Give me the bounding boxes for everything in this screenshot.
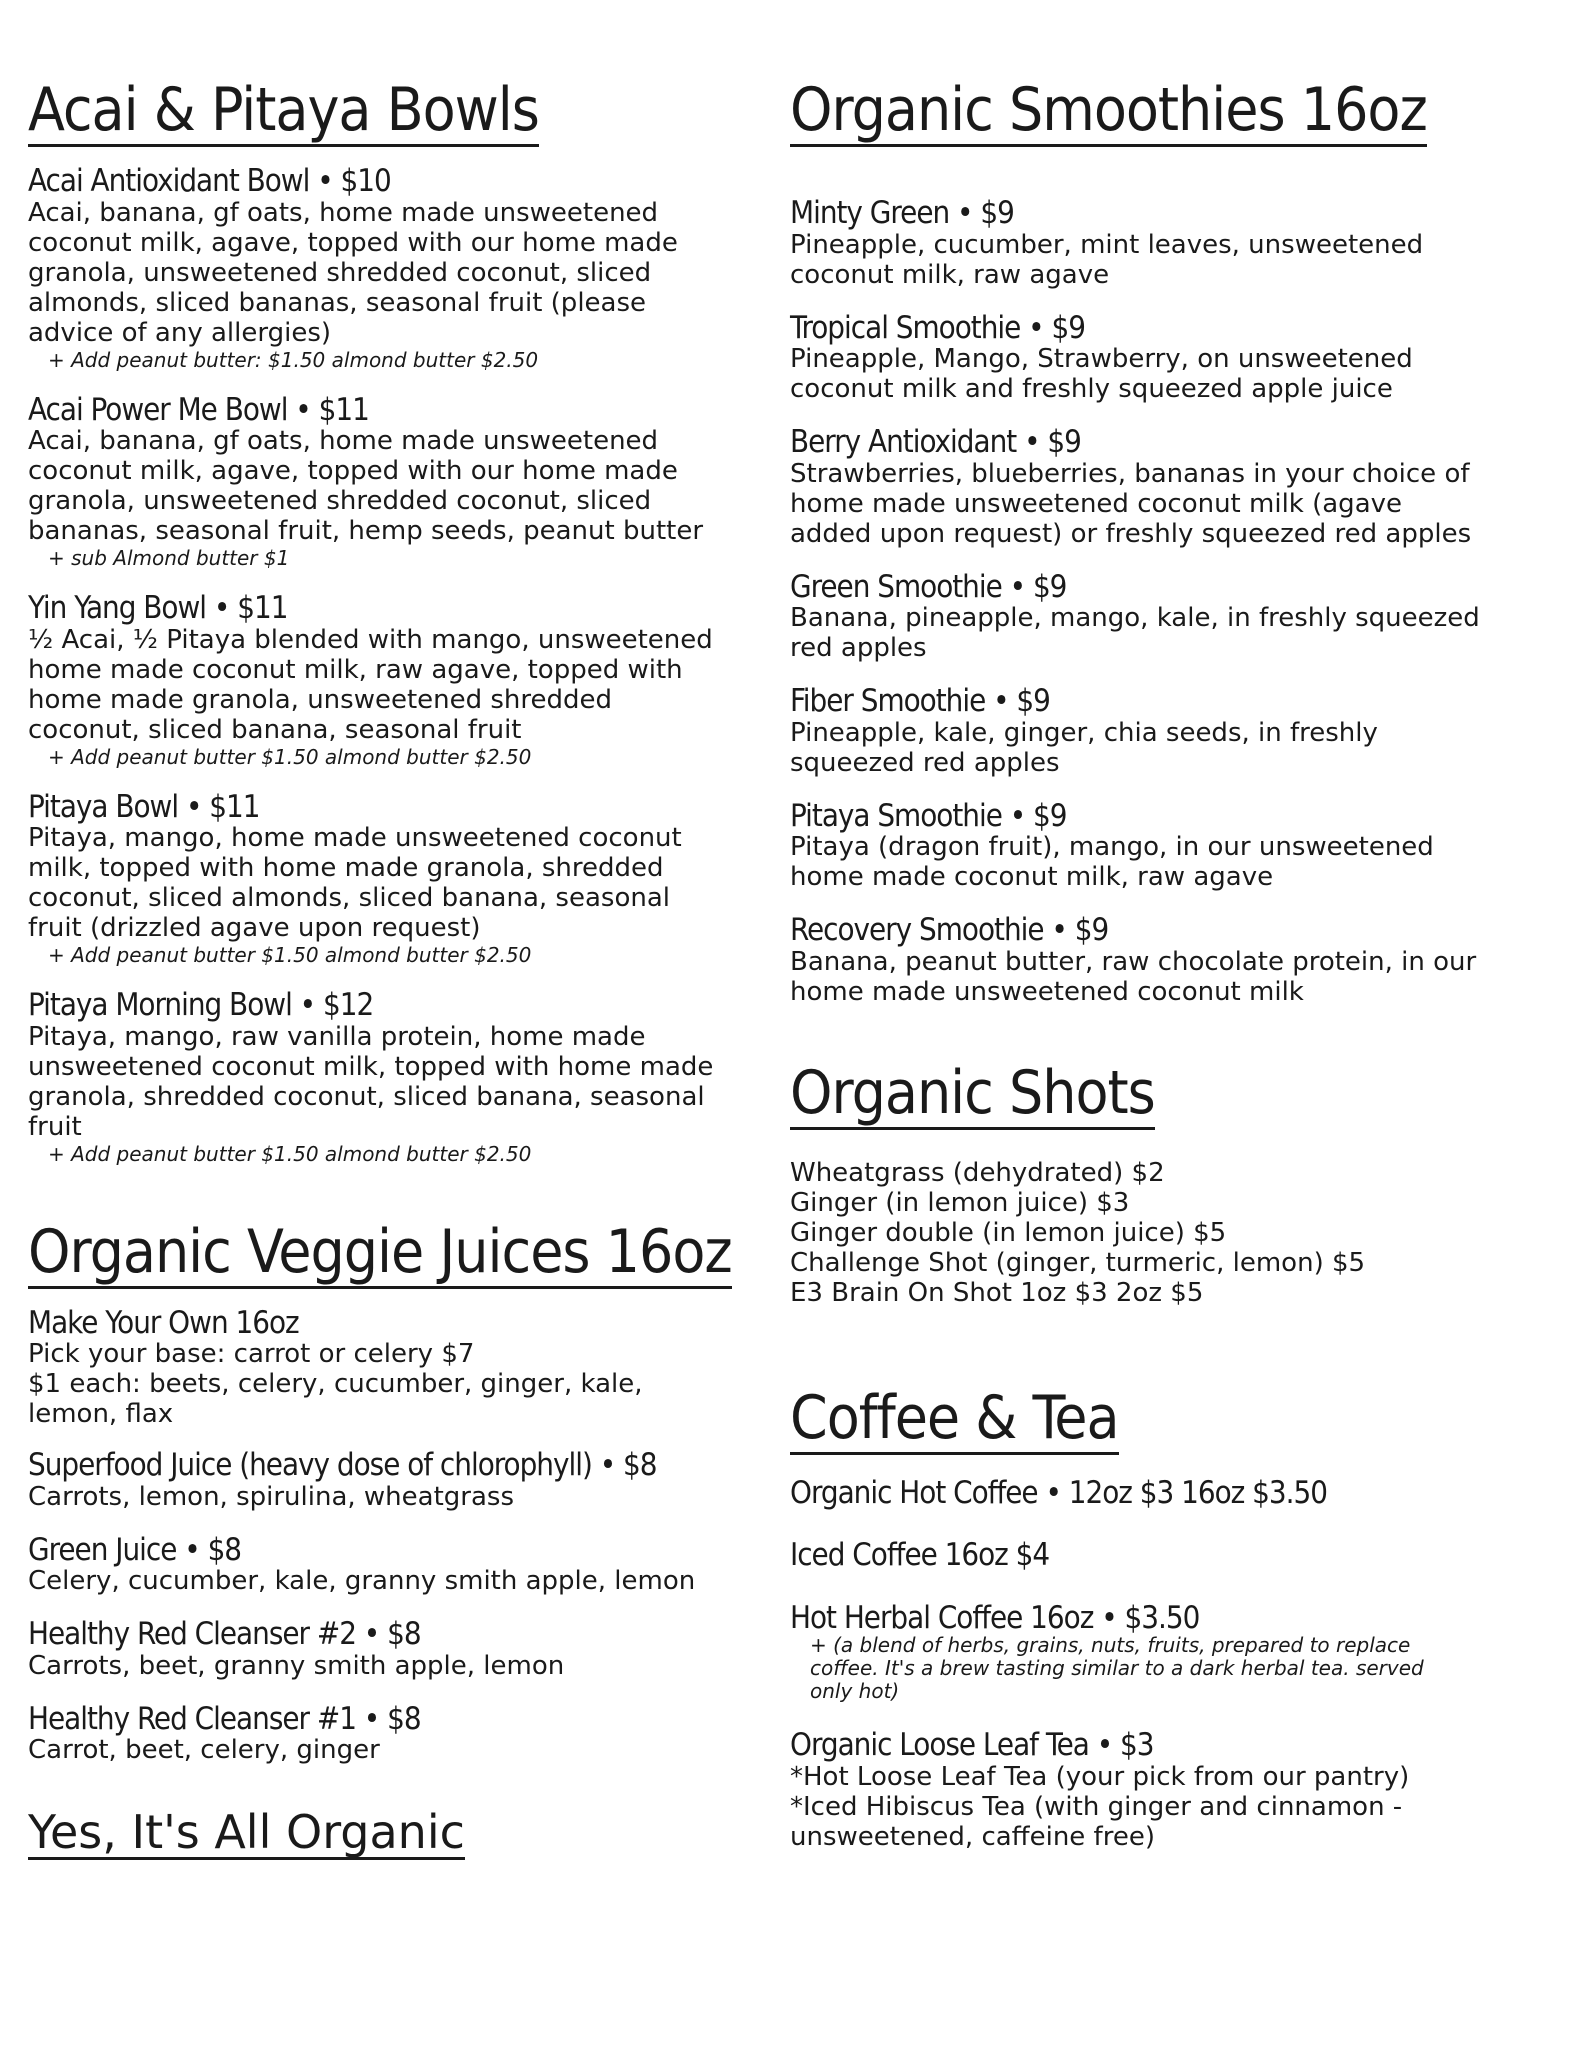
- shots-section: [790, 1057, 1550, 1308]
- item-name: Minty Green • $9: [790, 195, 1014, 231]
- item-desc: [28, 823, 758, 943]
- item-desc: [790, 230, 1550, 290]
- item-name: Acai Power Me Bowl • $11: [28, 391, 369, 428]
- juices-section: [28, 1216, 758, 1766]
- desc-line: advice of any allergies): [28, 317, 332, 348]
- shots-list: [790, 1158, 1550, 1308]
- item-desc: [28, 1022, 758, 1142]
- item-desc: [28, 1482, 758, 1512]
- desc-line: lemon, flax: [28, 1399, 174, 1430]
- menu-item: [790, 309, 1550, 405]
- desc-line: coconut, sliced almonds, sliced banana, seasonal: [28, 883, 670, 914]
- desc-line: bananas, seasonal fruit, hemp seeds, peanut butter: [28, 516, 704, 547]
- desc-line: *Hot Loose Leaf Tea (your pick from our pantry): [790, 1762, 1410, 1793]
- footer-text: Yes, It's All Organic: [28, 1805, 465, 1860]
- desc-line: Pitaya, mango, home made unsweetened coconut: [28, 823, 682, 854]
- item-name: Iced Coffee 16oz $4: [790, 1537, 1050, 1574]
- item-name: Organic Loose Leaf Tea • $3: [790, 1727, 1154, 1764]
- section-heading-shots: Organic Shots: [790, 1057, 1155, 1128]
- shot-line: Ginger double (in lemon juice) $5: [790, 1217, 1227, 1248]
- desc-line: Acai, banana, gf oats, home made unsweetened: [28, 426, 659, 457]
- menu-item: [28, 1304, 758, 1430]
- menu-item: [790, 568, 1550, 664]
- desc-line: milk, topped with home made granola, shredded: [28, 853, 664, 884]
- item-desc: [28, 198, 758, 348]
- menu-item: [790, 1539, 1550, 1572]
- desc-line: unsweetened coconut milk, topped with home made: [28, 1051, 714, 1082]
- item-name: Yin Yang Bowl • $11: [28, 590, 288, 627]
- desc-line: ½ Acai, ½ Pitaya blended with mango, unsweetened: [28, 624, 713, 655]
- desc-line: red apples: [790, 633, 927, 664]
- desc-line: granola, unsweetened shredded coconut, sliced: [28, 257, 652, 288]
- desc-line: added upon request) or freshly squeezed red apples: [790, 518, 1472, 549]
- item-desc: [28, 1339, 758, 1429]
- menu-item: [790, 197, 1550, 290]
- item-name: Make Your Own 16oz: [28, 1304, 299, 1341]
- item-name: Tropical Smoothie • $9: [790, 309, 1085, 346]
- desc-line: coconut milk, agave, topped with our home made: [28, 227, 678, 258]
- coffee-section: [790, 1382, 1550, 1853]
- item-desc: [28, 625, 758, 745]
- item-desc: [790, 947, 1550, 1007]
- item-desc: [790, 459, 1550, 549]
- item-note: + Add peanut butter $1.50 almond butter $2.50: [48, 943, 532, 968]
- desc-line: unsweetened, caffeine free): [790, 1822, 1155, 1853]
- desc-line: squeezed red apples: [790, 747, 1060, 778]
- item-name: Healthy Red Cleanser #1 • $8: [28, 1700, 421, 1737]
- footer: [28, 1805, 758, 1860]
- item-desc: [28, 426, 758, 546]
- desc-line: almonds, sliced bananas, seasonal fruit (please: [28, 287, 647, 318]
- desc-line: fruit (drizzled agave upon request): [28, 913, 481, 944]
- item-desc: [790, 344, 1550, 404]
- desc-line: coconut milk and freshly squeezed apple juice: [790, 374, 1393, 405]
- desc-line: granola, unsweetened shredded coconut, sliced: [28, 486, 652, 517]
- item-name: Pitaya Bowl • $11: [28, 788, 260, 825]
- note-line: only hot): [810, 1679, 900, 1704]
- menu-item: [28, 1449, 758, 1512]
- desc-line: Banana, peanut butter, raw chocolate protein, in our: [790, 946, 1477, 977]
- bowls-section: [28, 75, 758, 1166]
- desc-line: coconut milk, raw agave: [790, 259, 1110, 290]
- desc-line: home made coconut milk, raw agave, topped with: [28, 654, 683, 685]
- item-desc: [790, 603, 1550, 663]
- desc-line: home made unsweetened coconut milk (agave: [790, 488, 1403, 519]
- desc-line: Pineapple, kale, ginger, chia seeds, in freshly: [790, 717, 1378, 748]
- menu-item: [790, 914, 1550, 1007]
- shot-line: Ginger (in lemon juice) $3: [790, 1187, 1130, 1218]
- shot-line: Challenge Shot (ginger, turmeric, lemon) $5: [790, 1247, 1366, 1278]
- item-name: Pitaya Smoothie • $9: [790, 797, 1067, 834]
- note-line: coffee. It's a brew tasting similar to a dark herbal tea. served: [810, 1656, 1424, 1681]
- item-desc: [790, 718, 1550, 778]
- desc-line: home made coconut milk, raw agave: [790, 862, 1274, 893]
- desc-line: granola, shredded coconut, sliced banana, seasonal: [28, 1081, 705, 1112]
- item-name: Green Juice • $8: [28, 1531, 242, 1568]
- desc-line: $1 each: beets, celery, cucumber, ginger, kale,: [28, 1369, 643, 1400]
- right-column: [790, 75, 1550, 1853]
- item-name: Hot Herbal Coffee 16oz • $3.50: [790, 1599, 1200, 1636]
- section-heading-coffee: Coffee & Tea: [790, 1382, 1119, 1453]
- menu-item: [28, 391, 758, 571]
- left-column: [28, 75, 758, 1860]
- menu-item: [28, 1618, 758, 1681]
- desc-line: home made granola, unsweetened shredded: [28, 684, 613, 715]
- menu-item: [28, 1531, 758, 1597]
- desc-line: Carrots, beet, granny smith apple, lemon: [28, 1650, 565, 1681]
- item-desc: [28, 1735, 758, 1765]
- item-name: Recovery Smoothie • $9: [790, 912, 1109, 949]
- note-line: + (a blend of herbs, grains, nuts, fruits, prepared to replace: [810, 1633, 1411, 1658]
- item-desc: [790, 1762, 1550, 1852]
- item-desc: [790, 832, 1550, 892]
- desc-line: Carrot, beet, celery, ginger: [28, 1735, 380, 1766]
- item-name: Pitaya Morning Bowl • $12: [28, 987, 374, 1024]
- menu-item: [28, 989, 758, 1166]
- item-name: Healthy Red Cleanser #2 • $8: [28, 1616, 421, 1653]
- shot-line: E3 Brain On Shot 1oz $3 2oz $5: [790, 1277, 1204, 1308]
- menu-item: [790, 426, 1550, 549]
- desc-line: Strawberries, blueberries, bananas in your choice of: [790, 458, 1470, 489]
- item-desc: [28, 1651, 758, 1681]
- item-note: + Add peanut butter $1.50 almond butter $2.50: [48, 744, 532, 769]
- menu-item: [790, 797, 1550, 893]
- item-name: Green Smoothie • $9: [790, 568, 1067, 605]
- desc-line: Pick your base: carrot or celery $7: [28, 1339, 475, 1370]
- shot-line: Wheatgrass (dehydrated) $2: [790, 1157, 1165, 1188]
- menu-item: [790, 685, 1550, 778]
- item-desc: [28, 1566, 758, 1596]
- menu-item: [790, 1599, 1550, 1704]
- desc-line: fruit: [28, 1111, 82, 1142]
- menu-item: [28, 788, 758, 968]
- desc-line: home made unsweetened coconut milk: [790, 976, 1304, 1007]
- menu-item: [790, 1729, 1550, 1852]
- item-note: + Add peanut butter $1.50 almond butter $2.50: [48, 1141, 532, 1166]
- desc-line: Banana, pineapple, mango, kale, in freshly squeezed: [790, 603, 1480, 634]
- desc-line: Pitaya, mango, raw vanilla protein, home made: [28, 1021, 646, 1052]
- item-note: + Add peanut butter: $1.50 almond butter $2.50: [48, 347, 539, 372]
- section-heading-smoothies: Organic Smoothies 16oz: [790, 75, 1427, 145]
- section-heading-juices: Organic Veggie Juices 16oz: [28, 1216, 732, 1287]
- item-note: + sub Almond butter $1: [48, 546, 290, 571]
- menu-item: [28, 1700, 758, 1766]
- smoothies-section: [790, 75, 1550, 1007]
- desc-line: coconut milk, agave, topped with our home made: [28, 456, 678, 487]
- item-name: Superfood Juice (heavy dose of chlorophyll) • $8: [28, 1447, 657, 1484]
- desc-line: Acai, banana, gf oats, home made unsweetened: [28, 197, 659, 228]
- item-note: [790, 1634, 1550, 1703]
- item-name: Berry Antioxidant • $9: [790, 424, 1081, 461]
- desc-line: Celery, cucumber, kale, granny smith apple, lemon: [28, 1566, 696, 1597]
- item-name: Organic Hot Coffee • 12oz $3 16oz $3.50: [790, 1474, 1327, 1511]
- menu-item: [28, 165, 758, 372]
- menu-item: [790, 1474, 1550, 1511]
- item-name: Acai Antioxidant Bowl • $10: [28, 163, 391, 199]
- section-heading-bowls: Acai & Pitaya Bowls: [28, 75, 539, 145]
- desc-line: coconut, sliced banana, seasonal fruit: [28, 714, 522, 745]
- desc-line: Pitaya (dragon fruit), mango, in our unsweetened: [790, 832, 1434, 863]
- desc-line: Pineapple, Mango, Strawberry, on unsweetened: [790, 344, 1413, 375]
- desc-line: *Iced Hibiscus Tea (with ginger and cinnamon -: [790, 1792, 1403, 1823]
- desc-line: Pineapple, cucumber, mint leaves, unsweetened: [790, 229, 1424, 260]
- item-name: Fiber Smoothie • $9: [790, 683, 1050, 720]
- desc-line: Carrots, lemon, spirulina, wheatgrass: [28, 1481, 514, 1512]
- menu-item: [28, 592, 758, 769]
